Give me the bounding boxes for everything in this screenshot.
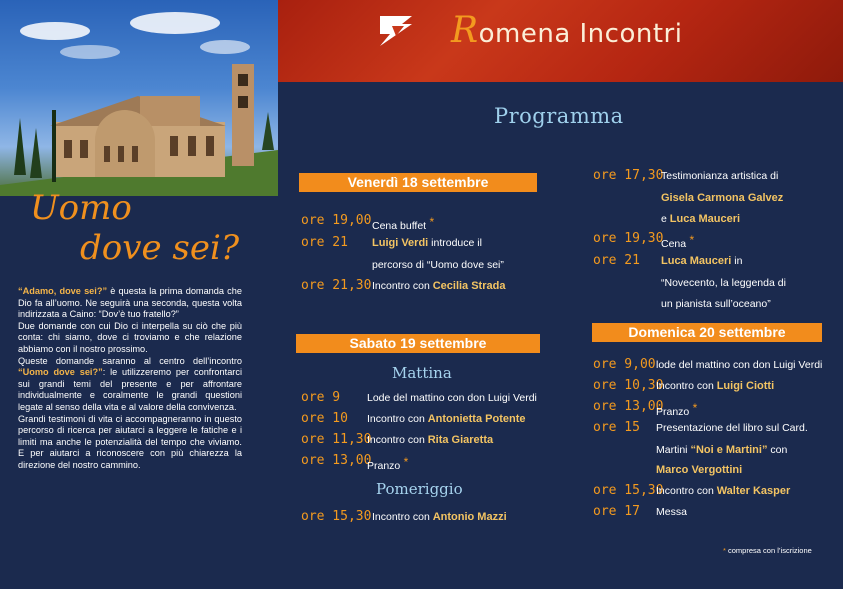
schedule-row bbox=[301, 390, 537, 405]
schedule-description bbox=[367, 413, 525, 425]
schedule-row bbox=[593, 168, 779, 183]
day-header-domenica: Domenica 20 settembre bbox=[592, 323, 822, 342]
schedule-description bbox=[661, 233, 694, 250]
footnote-asterisk: * bbox=[723, 546, 726, 555]
schedule-text: Lode del mattino con don Luigi Verdi bbox=[367, 392, 537, 404]
schedule-description bbox=[372, 259, 504, 271]
schedule-row bbox=[593, 378, 775, 393]
schedule-time: ore 15,30 bbox=[301, 509, 372, 524]
schedule-text: Incontro con bbox=[656, 485, 717, 497]
schedule-time: ore 17,30 bbox=[593, 168, 664, 183]
schedule-text: percorso di “Uomo dove sei” bbox=[372, 259, 504, 271]
schedule-description bbox=[661, 170, 778, 182]
intro-paragraph bbox=[18, 356, 242, 414]
speaker-name: Luca Mauceri bbox=[661, 255, 732, 267]
speaker-name: Luigi Ciotti bbox=[716, 380, 775, 392]
intro-text-segment: Grandi testimoni di vita ci accompagneranno in questo percorso di ricerca per aiutarci a leggere le fatiche e i limiti ma anche le potenzialità del tempo che viviamo. E per aiutarci a riconoscere con più chiarezza la direzione del nostro cammino. bbox=[18, 413, 242, 470]
schedule-row bbox=[301, 235, 482, 250]
schedule-row bbox=[593, 420, 808, 435]
speaker-name: Marco Vergottini bbox=[656, 464, 743, 476]
schedule-description bbox=[656, 359, 822, 371]
schedule-description bbox=[372, 280, 505, 292]
speaker-name: “Noi e Martini” bbox=[690, 444, 768, 456]
schedule-time: ore 19,00 bbox=[301, 213, 372, 228]
speaker-name: Luigi Verdi bbox=[372, 237, 429, 249]
header-banner bbox=[278, 0, 843, 82]
schedule-time: ore 10,30 bbox=[593, 378, 664, 393]
schedule-time: ore 13,00 bbox=[301, 453, 372, 468]
intro-text-segment: Queste domande saranno al centro dell’incontro bbox=[18, 355, 242, 366]
section-mattina: Mattina bbox=[392, 364, 452, 382]
schedule-description bbox=[367, 392, 537, 404]
asterisk-mark: * bbox=[400, 455, 409, 469]
intro-text-segment: Due domande con cui Dio ci interpella su ciò che più conta: chi siamo, dove ci troviamo e che relazione abbiamo con il nostro prossimo. bbox=[18, 320, 242, 354]
schedule-row bbox=[593, 357, 823, 372]
schedule-description bbox=[656, 422, 808, 434]
footnote-text: compresa con l’iscrizione bbox=[725, 546, 812, 555]
speaker-name: Antonio Mazzi bbox=[432, 511, 507, 523]
brand-title-rest: omena Incontri bbox=[478, 19, 683, 49]
program-title: Programma bbox=[494, 104, 624, 128]
motto-line-1: Uomo bbox=[30, 188, 132, 228]
schedule-text: Martini bbox=[656, 444, 691, 456]
schedule-text: un pianista sull’oceano” bbox=[661, 298, 771, 310]
schedule-text-suffix: con bbox=[767, 444, 788, 456]
church-illustration bbox=[0, 0, 278, 196]
schedule-description bbox=[656, 464, 742, 476]
brand-title bbox=[451, 10, 682, 51]
intro-text-segment: : le utilizzeremo per confrontarci sui grandi temi del presente e per affrontare individualmente e coralmente le grandi questioni legate al senso della vita e al valore della convivenza. bbox=[18, 367, 242, 412]
schedule-time: ore 11,30 bbox=[301, 432, 372, 447]
asterisk-mark: * bbox=[686, 233, 695, 247]
schedule-text: Cena buffet bbox=[372, 220, 427, 232]
speaker-name: Gisela Carmona Galvez bbox=[661, 192, 784, 204]
asterisk-mark: * bbox=[426, 215, 435, 229]
schedule-text: Cena bbox=[661, 238, 687, 250]
schedule-row bbox=[593, 399, 698, 418]
schedule-time: ore 10 bbox=[301, 411, 348, 426]
schedule-time: ore 21,30 bbox=[301, 278, 372, 293]
schedule-time: ore 15 bbox=[593, 420, 640, 435]
intro-paragraph bbox=[18, 321, 242, 356]
intro-text bbox=[18, 286, 242, 472]
schedule-row bbox=[593, 253, 743, 268]
schedule-text-suffix: in bbox=[731, 255, 743, 267]
schedule-time: ore 21 bbox=[593, 253, 640, 268]
speaker-name: Walter Kasper bbox=[716, 485, 791, 497]
schedule-row bbox=[301, 213, 435, 232]
intro-highlight: “Adamo, dove sei?” bbox=[18, 286, 108, 296]
schedule-text: Incontro con bbox=[372, 280, 433, 292]
footnote bbox=[723, 546, 812, 555]
schedule-text: Pranzo bbox=[367, 460, 401, 472]
schedule-description bbox=[661, 213, 740, 225]
schedule-description bbox=[372, 237, 482, 249]
schedule-time: ore 19,30 bbox=[593, 231, 664, 246]
schedule-text: Incontro con bbox=[656, 380, 717, 392]
intro-highlight: “Uomo dove sei?” bbox=[18, 367, 103, 378]
speaker-name: Rita Giaretta bbox=[427, 434, 494, 446]
schedule-text: Presentazione del libro sul Card. bbox=[656, 422, 808, 434]
schedule-time: ore 9 bbox=[301, 390, 341, 405]
schedule-text-suffix: introduce il bbox=[428, 237, 482, 249]
schedule-time: ore 15,30 bbox=[593, 483, 664, 498]
schedule-description bbox=[367, 434, 493, 446]
motto-line-2: dove sei? bbox=[80, 228, 240, 268]
day-header-sabato: Sabato 19 settembre bbox=[296, 334, 540, 353]
schedule-description bbox=[661, 277, 786, 289]
day-header-venerdi: Venerdì 18 settembre bbox=[299, 173, 537, 192]
schedule-row bbox=[301, 509, 507, 524]
brand-title-initial: R bbox=[451, 10, 479, 51]
schedule-text: Messa bbox=[656, 506, 687, 518]
intro-text-segment: è questa la prima domanda che Dio fa all’uomo. Ne seguirà una seconda, questa volta indirizzata a Caino: “Dov’è tuo fratello?” bbox=[18, 286, 242, 320]
schedule-description bbox=[661, 298, 771, 310]
schedule-row bbox=[301, 411, 526, 426]
schedule-time: ore 9,00 bbox=[593, 357, 656, 372]
schedule-description bbox=[372, 511, 507, 523]
schedule-time: ore 17 bbox=[593, 504, 640, 519]
schedule-description bbox=[656, 401, 697, 418]
romena-logo-icon bbox=[378, 14, 414, 48]
schedule-row bbox=[301, 432, 494, 447]
speaker-name: Cecilia Strada bbox=[432, 280, 506, 292]
intro-paragraph bbox=[18, 414, 242, 472]
schedule-text: lode del mattino con don Luigi Verdi bbox=[656, 359, 823, 371]
schedule-description bbox=[372, 215, 434, 232]
asterisk-mark: * bbox=[689, 401, 698, 415]
intro-paragraph bbox=[18, 286, 242, 321]
schedule-time: ore 21 bbox=[301, 235, 348, 250]
schedule-description bbox=[656, 485, 790, 497]
schedule-row bbox=[593, 231, 695, 250]
schedule-row bbox=[301, 453, 409, 472]
section-pomeriggio: Pomeriggio bbox=[376, 480, 463, 498]
schedule-row bbox=[593, 504, 687, 519]
speaker-name: Luca Mauceri bbox=[669, 213, 741, 225]
schedule-text: Incontro con bbox=[367, 434, 428, 446]
schedule-description bbox=[367, 455, 408, 472]
speaker-name: Antonietta Potente bbox=[427, 413, 526, 425]
schedule-row bbox=[301, 278, 506, 293]
motto-title bbox=[30, 188, 239, 268]
schedule-time: ore 13,00 bbox=[593, 399, 664, 414]
schedule-text: “Novecento, la leggenda di bbox=[661, 277, 786, 289]
church-photo bbox=[0, 0, 278, 196]
schedule-text: Incontro con bbox=[372, 511, 433, 523]
schedule-description bbox=[661, 192, 783, 204]
schedule-text: e bbox=[661, 213, 670, 225]
schedule-description bbox=[661, 255, 742, 267]
schedule-text: Testimonianza artistica di bbox=[661, 170, 779, 182]
schedule-description bbox=[656, 506, 687, 518]
schedule-description bbox=[656, 380, 774, 392]
schedule-text: Pranzo bbox=[656, 406, 690, 418]
schedule-text: Incontro con bbox=[367, 413, 428, 425]
schedule-description bbox=[656, 444, 787, 456]
schedule-row bbox=[593, 483, 791, 498]
